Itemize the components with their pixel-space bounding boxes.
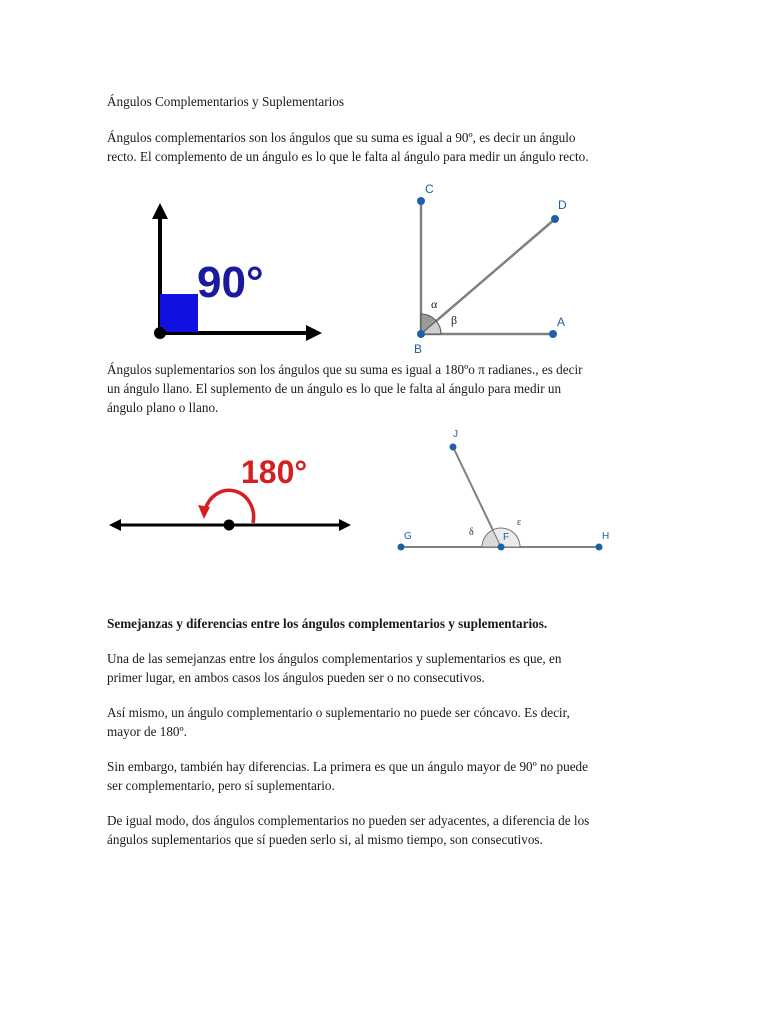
label-beta: β — [451, 313, 458, 327]
similarity-paragraph-line-2: primer lugar, en ambos casos los ángulos pueden ser o no consecutivos. — [107, 670, 485, 685]
ray-bd — [421, 219, 555, 334]
left-arrowhead — [109, 519, 121, 531]
supplementary-paragraph-line-3: ángulo plano o llano. — [107, 400, 219, 415]
point-c — [417, 197, 425, 205]
vertex-point — [154, 327, 166, 339]
difference-paragraph-line-2: ser complementario, pero sí suplementario. — [107, 778, 335, 793]
label-a: A — [557, 315, 566, 329]
supplementary-paragraph-line-2: un ángulo llano. El suplemento de un ángulo es lo que le falta al ángulo para medir un — [107, 381, 562, 396]
label-delta: δ — [469, 527, 474, 538]
horizontal-arrowhead — [306, 325, 322, 341]
point-a — [549, 330, 557, 338]
straight-angle-figure — [105, 445, 355, 545]
label-g: G — [404, 531, 412, 542]
point-j — [450, 444, 457, 451]
adjacent-paragraph-line-2: ángulos suplementarios que sí pueden serlo si, al mismo tiempo, son consecutivos. — [107, 832, 543, 847]
difference-paragraph-line-1: Sin embargo, también hay diferencias. La primera es que un ángulo mayor de 90º no puede — [107, 759, 589, 774]
right-angle-marker — [160, 294, 198, 332]
supplementary-paragraph-line-1: Ángulos suplementarios son los ángulos que su suma es igual a 180ºo π radianes., es decir — [107, 362, 583, 377]
label-epsilon: ε — [517, 517, 522, 528]
point-g — [398, 544, 405, 551]
ninety-degree-label: 90° — [197, 258, 264, 307]
label-d: D — [558, 198, 567, 212]
similarity-paragraph-line-1: Una de las semejanzas entre los ángulos complementarios y suplementarios es que, en — [107, 651, 562, 666]
vertex-point — [224, 520, 235, 531]
one-eighty-degree-label: 180° — [241, 454, 308, 490]
adjacent-paragraph-line-1: De igual modo, dos ángulos complementarios no pueden ser adyacentes, a diferencia de los — [107, 813, 590, 828]
vertical-arrowhead — [152, 203, 168, 219]
label-f: F — [503, 532, 510, 543]
point-b — [417, 330, 425, 338]
right-angle-figure — [140, 195, 340, 345]
label-j: J — [453, 429, 458, 440]
label-b: B — [414, 342, 423, 356]
section-heading: Semejanzas y diferencias entre los ángulos complementarios y suplementarios. — [107, 616, 548, 631]
complementary-angles-figure — [400, 178, 600, 358]
label-c: C — [425, 182, 434, 196]
label-alpha: α — [431, 297, 438, 311]
point-f — [498, 544, 505, 551]
point-h — [596, 544, 603, 551]
half-turn-arc — [205, 490, 254, 523]
complementary-paragraph-line-2: recto. El complemento de un ángulo es lo que le falta al ángulo para medir un ángulo recto. — [107, 149, 589, 164]
half-turn-arrowhead — [198, 505, 210, 519]
label-h: H — [602, 531, 610, 542]
concave-paragraph-line-2: mayor de 180º. — [107, 724, 187, 739]
complementary-paragraph-line-1: Ángulos complementarios son los ángulos que su suma es igual a 90º, es decir un ángulo — [107, 130, 576, 145]
concave-paragraph-line-1: Así mismo, un ángulo complementario o suplementario no puede ser cóncavo. Es decir, — [107, 705, 570, 720]
supplementary-angles-figure — [390, 420, 620, 560]
right-arrowhead — [339, 519, 351, 531]
document-title: Ángulos Complementarios y Suplementarios — [107, 94, 344, 109]
point-d — [551, 215, 559, 223]
